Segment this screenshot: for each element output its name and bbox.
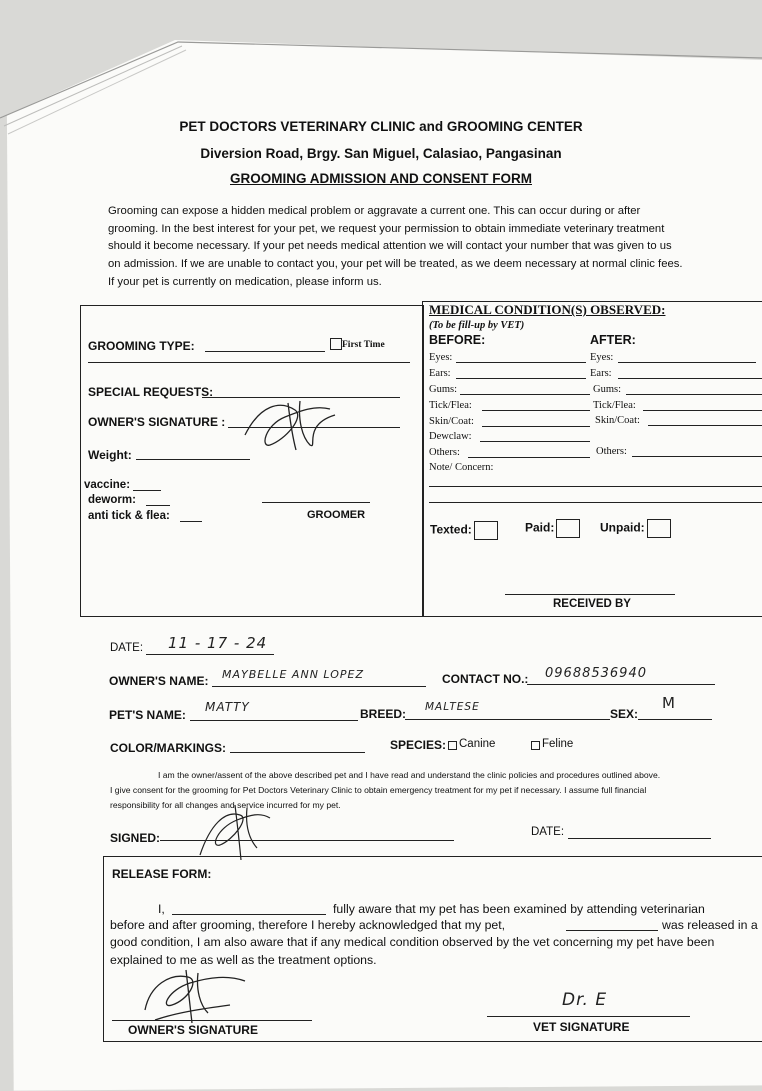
consent-line-3: responsibility for all changes and service incurred for my pet. — [110, 800, 341, 810]
intro-line-1: Grooming can expose a hidden medical problem or aggravate a current one. This can occur during or after — [108, 205, 641, 217]
clinic-address: Diversion Road, Brgy. San Miguel, Calasiao, Pangasinan — [200, 146, 562, 161]
groomer-label: GROOMER — [307, 509, 366, 521]
breed-label: BREED: — [360, 707, 407, 721]
anti-tick-label: anti tick & flea: — [88, 510, 170, 522]
after-gums-label: Gums: — [593, 384, 622, 395]
after-skin-field[interactable] — [648, 425, 762, 426]
owner-signature-label: OWNER'S SIGNATURE : — [88, 415, 226, 429]
release-line-2a: before and after grooming, therefore I hereby acknowledged that my pet, — [110, 918, 506, 932]
first-time-checkbox[interactable] — [330, 338, 342, 350]
clinic-name: PET DOCTORS VETERINARY CLINIC and GROOMING CENTER — [179, 119, 583, 134]
before-dewclaw-field[interactable] — [480, 441, 590, 442]
note-line-2[interactable] — [429, 502, 762, 503]
first-time-label: First Time — [342, 340, 385, 350]
before-tick-label: Tick/Flea: — [429, 400, 472, 411]
paid-checkbox[interactable] — [556, 519, 580, 538]
grooming-type-label: GROOMING TYPE: — [88, 339, 195, 353]
before-skin-field[interactable] — [482, 426, 590, 427]
texted-label: Texted: — [430, 522, 472, 537]
before-eyes-label: Eyes: — [429, 352, 453, 363]
after-others-label: Others: — [596, 446, 627, 457]
consent-line-2: I give consent for the grooming for Pet Doctors Veterinary Clinic to obtain emergency treatment for my pet if necessary. I assume full financial — [110, 785, 647, 795]
consent-line-1: I am the owner/assent of the above described pet and I have read and understand the clinic policies and procedures outlined above. — [158, 770, 661, 780]
vet-signature-field[interactable] — [487, 1016, 690, 1017]
release-pet-name-field[interactable] — [566, 930, 658, 931]
release-owner-signature-label: OWNER'S SIGNATURE — [128, 1023, 258, 1037]
before-skin-label: Skin/Coat: — [429, 416, 474, 427]
owner-name-field[interactable] — [212, 686, 426, 687]
after-ears-field[interactable] — [618, 378, 762, 379]
before-gums-field[interactable] — [460, 394, 590, 395]
medical-box — [422, 301, 762, 617]
release-line-1b: fully aware that my pet has been examined by attending veterinarian — [333, 902, 705, 916]
date-value: 11 - 17 - 24 — [168, 634, 268, 652]
after-tick-field[interactable] — [643, 410, 762, 411]
unpaid-checkbox[interactable] — [647, 519, 671, 538]
before-eyes-field[interactable] — [456, 362, 586, 363]
release-title: RELEASE FORM: — [112, 867, 212, 881]
release-owner-signature-field[interactable] — [112, 1020, 312, 1021]
before-others-field[interactable] — [468, 457, 590, 458]
vet-signature-label: VET SIGNATURE — [533, 1020, 630, 1034]
release-line-1a: I, — [158, 902, 165, 916]
before-others-label: Others: — [429, 447, 460, 458]
vet-initials: Dr. E — [562, 990, 608, 1010]
release-line-3: good condition, I am also aware that if any medical condition observed by the vet concerning my pet have been — [110, 935, 715, 949]
anti-tick-field[interactable] — [180, 521, 202, 522]
feline-checkbox[interactable] — [531, 741, 540, 750]
sex-field[interactable] — [638, 719, 712, 720]
vaccine-field[interactable] — [133, 490, 161, 491]
before-label: BEFORE: — [429, 333, 486, 347]
deworm-label: deworm: — [88, 494, 136, 506]
form-title: GROOMING ADMISSION AND CONSENT FORM — [230, 171, 532, 186]
medical-subtitle: (To be fill-up by VET) — [429, 320, 525, 331]
breed-value: MALTESE — [425, 701, 480, 713]
pet-name-field[interactable] — [190, 720, 358, 721]
before-gums-label: Gums: — [429, 384, 458, 395]
after-skin-label: Skin/Coat: — [595, 415, 640, 426]
texted-checkbox[interactable] — [474, 521, 498, 540]
sex-label: SEX: — [610, 707, 639, 721]
note-line-1[interactable] — [429, 486, 762, 487]
owner-name-label: OWNER'S NAME: — [109, 674, 209, 688]
after-gums-field[interactable] — [626, 394, 762, 395]
vaccine-label: vaccine: — [84, 479, 131, 491]
after-label: AFTER: — [590, 333, 636, 347]
unpaid-label: Unpaid: — [600, 520, 645, 535]
consent-date-label: DATE: — [531, 826, 565, 838]
sex-value: M — [662, 694, 676, 712]
contact-value: 09688536940 — [545, 666, 647, 681]
weight-label: Weight: — [88, 448, 132, 462]
texted-group — [430, 521, 498, 540]
groomer-field[interactable] — [262, 502, 370, 503]
after-tick-label: Tick/Flea: — [593, 400, 636, 411]
paid-group — [525, 519, 580, 538]
release-owner-name-field[interactable] — [172, 914, 326, 915]
contact-field[interactable] — [527, 684, 715, 685]
date-field[interactable] — [146, 654, 274, 655]
signed-label: SIGNED: — [110, 831, 161, 845]
canine-checkbox[interactable] — [448, 741, 457, 750]
before-ears-label: Ears: — [429, 368, 451, 379]
release-line-2b: was released in a — [662, 918, 758, 932]
medical-title: MEDICAL CONDITION(S) OBSERVED: — [429, 302, 666, 317]
deworm-field[interactable] — [146, 505, 170, 506]
after-ears-label: Ears: — [590, 368, 612, 379]
after-eyes-label: Eyes: — [590, 352, 614, 363]
intro-line-4: on admission. If we are unable to contact you, your pet will be treated, as we deem necessary at normal clinic fees. — [108, 258, 683, 270]
weight-field[interactable] — [136, 459, 250, 460]
after-eyes-field[interactable] — [618, 362, 756, 363]
after-others-field[interactable] — [632, 456, 762, 457]
species-label: SPECIES: — [390, 738, 447, 752]
owner-signature-scribble — [240, 395, 340, 455]
feline-label: Feline — [542, 738, 574, 750]
release-owner-signature-scribble — [140, 965, 250, 1025]
unpaid-group — [600, 519, 671, 538]
intro-line-3: should it become necessary. If your pet needs medical attention we will contact your number that was given to us — [108, 240, 672, 252]
release-line-4: explained to me as well as the treatment options. — [110, 953, 377, 967]
received-by-label: RECEIVED BY — [553, 598, 631, 610]
consent-date-field[interactable] — [568, 838, 711, 839]
intro-line-5: If your pet is currently on medication, please inform us. — [108, 276, 382, 288]
received-by-field[interactable] — [505, 594, 675, 595]
special-requests-label: SPECIAL REQUESTS: — [88, 385, 214, 399]
canine-label: Canine — [459, 738, 496, 750]
before-tick-field[interactable] — [482, 410, 590, 411]
paid-label: Paid: — [525, 520, 555, 535]
before-dewclaw-label: Dewclaw: — [429, 431, 472, 442]
intro-line-2: grooming. In the best interest for your pet, we request your permission to obtain immediate veterinary treatment — [108, 223, 665, 235]
pet-name-label: PET'S NAME: — [109, 708, 186, 722]
note-label: Note/ Concern: — [429, 462, 494, 473]
pet-name-value: MATTY — [205, 700, 250, 714]
breed-field[interactable] — [405, 719, 610, 720]
date-label: DATE: — [110, 642, 144, 654]
grooming-type-field[interactable] — [205, 351, 325, 352]
color-label: COLOR/MARKINGS: — [110, 741, 226, 755]
contact-label: CONTACT NO.: — [442, 672, 529, 686]
color-field[interactable] — [230, 752, 365, 753]
owner-name-value: MAYBELLE ANN LOPEZ — [222, 668, 364, 681]
grooming-type-extra-line[interactable] — [88, 362, 410, 363]
before-ears-field[interactable] — [456, 378, 586, 379]
